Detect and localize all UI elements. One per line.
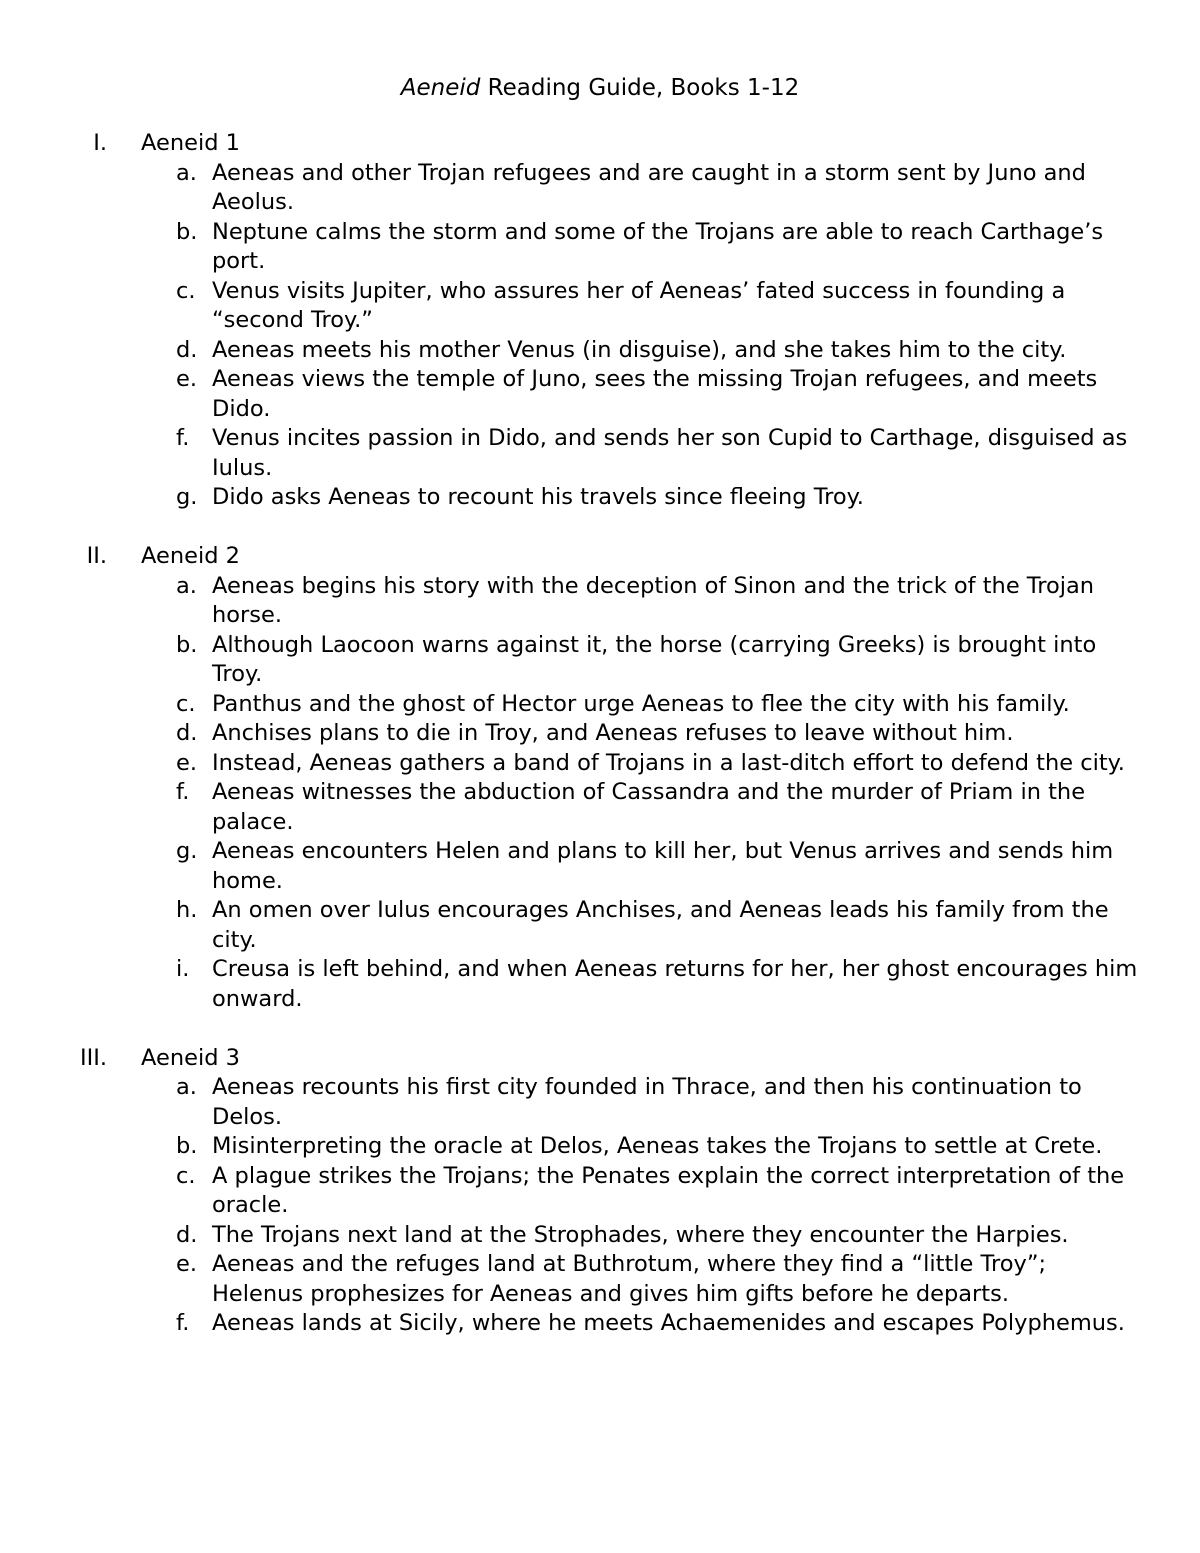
- title-italic-part: Aeneid: [400, 75, 481, 101]
- item-marker: e.: [176, 366, 197, 392]
- item-marker: a.: [176, 572, 197, 599]
- section-numeral: II.: [86, 543, 107, 569]
- item-text: An omen over Iulus encourages Anchises, and Aeneas leads his family from the city.: [212, 897, 1109, 953]
- item-text: Misinterpreting the oracle at Delos, Aeneas takes the Trojans to settle at Crete.: [212, 1133, 1103, 1159]
- item-text: Aeneas and other Trojan refugees and are caught in a storm sent by Juno and Aeolus.: [212, 159, 1086, 215]
- item-marker: h.: [176, 897, 198, 923]
- item-text: Aeneas recounts his first city founded in Thrace, and then his continuation to Delos.: [212, 1074, 1082, 1130]
- item-text: Aeneas lands at Sicily, where he meets Achaemenides and escapes Polyphemus.: [212, 1310, 1125, 1336]
- item-marker: f.: [176, 425, 190, 451]
- item-marker: g.: [176, 484, 198, 510]
- section-items: [0, 1073, 1200, 1339]
- item-marker: b.: [176, 631, 198, 658]
- list-item: [0, 365, 1142, 424]
- item-text: Aeneas encounters Helen and plans to kill her, but Venus arrives and sends him home.: [212, 838, 1114, 894]
- item-text: Aeneas witnesses the abduction of Cassandra and the murder of Priam in the palace.: [212, 779, 1086, 835]
- list-item: [0, 631, 1142, 690]
- list-item: [0, 896, 1142, 955]
- section-numeral: III.: [79, 1044, 107, 1071]
- outline-section: [0, 1044, 1200, 1339]
- section-heading: [0, 1044, 1200, 1074]
- item-text: Although Laocoon warns against it, the horse (carrying Greeks) is brought into Troy.: [212, 631, 1097, 687]
- item-text: A plague strikes the Trojans; the Penates explain the correct interpretation of the oracle.: [212, 1162, 1125, 1218]
- item-marker: f.: [176, 779, 190, 805]
- item-text: Venus incites passion in Dido, and sends her son Cupid to Carthage, disguised as Iulus.: [212, 425, 1128, 481]
- item-marker: b.: [176, 218, 198, 245]
- section-items: [0, 572, 1200, 1015]
- title-rest: Reading Guide, Books 1-12: [480, 75, 800, 101]
- list-item: [0, 277, 1142, 336]
- item-marker: f.: [176, 1310, 190, 1336]
- item-marker: c.: [176, 1162, 196, 1189]
- list-item: [0, 218, 1142, 277]
- list-item: [0, 955, 1142, 1014]
- document-title: [0, 73, 1200, 103]
- section-title: Aeneid 2: [141, 543, 240, 569]
- list-item: [0, 159, 1142, 218]
- item-text: Panthus and the ghost of Hector urge Aeneas to flee the city with his family.: [212, 690, 1070, 717]
- list-item: [0, 1221, 1142, 1251]
- list-item: [0, 1162, 1142, 1221]
- list-item: [0, 690, 1142, 720]
- item-marker: d.: [176, 720, 198, 746]
- item-text: Aeneas views the temple of Juno, sees the missing Trojan refugees, and meets Dido.: [212, 366, 1098, 422]
- item-text: Aeneas meets his mother Venus (in disguise), and she takes him to the city.: [212, 336, 1067, 363]
- list-item: [0, 837, 1142, 896]
- item-marker: e.: [176, 749, 197, 776]
- list-item: [0, 424, 1142, 483]
- list-item: [0, 483, 1142, 513]
- item-marker: c.: [176, 690, 196, 717]
- list-item: [0, 778, 1142, 837]
- item-text: Venus visits Jupiter, who assures her of Aeneas’ fated success in founding a “second Troy.”: [212, 277, 1066, 333]
- section-title: Aeneid 3: [141, 1044, 240, 1071]
- item-text: Instead, Aeneas gathers a band of Trojans in a last-ditch effort to defend the city.: [212, 749, 1125, 776]
- list-item: [0, 1132, 1142, 1162]
- section-numeral: I.: [93, 130, 107, 156]
- item-text: The Trojans next land at the Strophades, where they encounter the Harpies.: [212, 1221, 1069, 1248]
- item-text: Dido asks Aeneas to recount his travels since fleeing Troy.: [212, 484, 864, 510]
- item-marker: a.: [176, 159, 197, 186]
- list-item: [0, 719, 1142, 749]
- list-item: [0, 1073, 1142, 1132]
- item-marker: d.: [176, 336, 198, 363]
- list-item: [0, 572, 1142, 631]
- section-items: [0, 159, 1200, 513]
- section-title: Aeneid 1: [141, 130, 240, 156]
- item-marker: a.: [176, 1074, 197, 1100]
- section-heading: [0, 542, 1200, 572]
- item-marker: c.: [176, 277, 196, 304]
- item-text: Creusa is left behind, and when Aeneas returns for her, her ghost encourages him onward.: [212, 956, 1138, 1012]
- item-marker: i.: [176, 956, 190, 982]
- outline-section: [0, 542, 1200, 1014]
- outline-section: [0, 129, 1200, 513]
- item-text: Aeneas begins his story with the deception of Sinon and the trick of the Trojan horse.: [212, 572, 1095, 628]
- item-text: Neptune calms the storm and some of the Trojans are able to reach Carthage’s port.: [212, 218, 1104, 274]
- item-text: Anchises plans to die in Troy, and Aeneas refuses to leave without him.: [212, 720, 1014, 746]
- list-item: [0, 749, 1142, 779]
- item-marker: b.: [176, 1133, 198, 1159]
- list-item: [0, 1250, 1142, 1309]
- item-marker: d.: [176, 1221, 198, 1248]
- list-item: [0, 336, 1142, 366]
- item-marker: e.: [176, 1251, 197, 1277]
- item-marker: g.: [176, 838, 198, 864]
- outline: [0, 129, 1200, 1368]
- section-heading: [0, 129, 1200, 159]
- list-item: [0, 1309, 1142, 1339]
- item-text: Aeneas and the refuges land at Buthrotum, where they find a “little Troy”; Helenus prophesizes for Aeneas and gives him gifts before he departs.: [212, 1251, 1047, 1307]
